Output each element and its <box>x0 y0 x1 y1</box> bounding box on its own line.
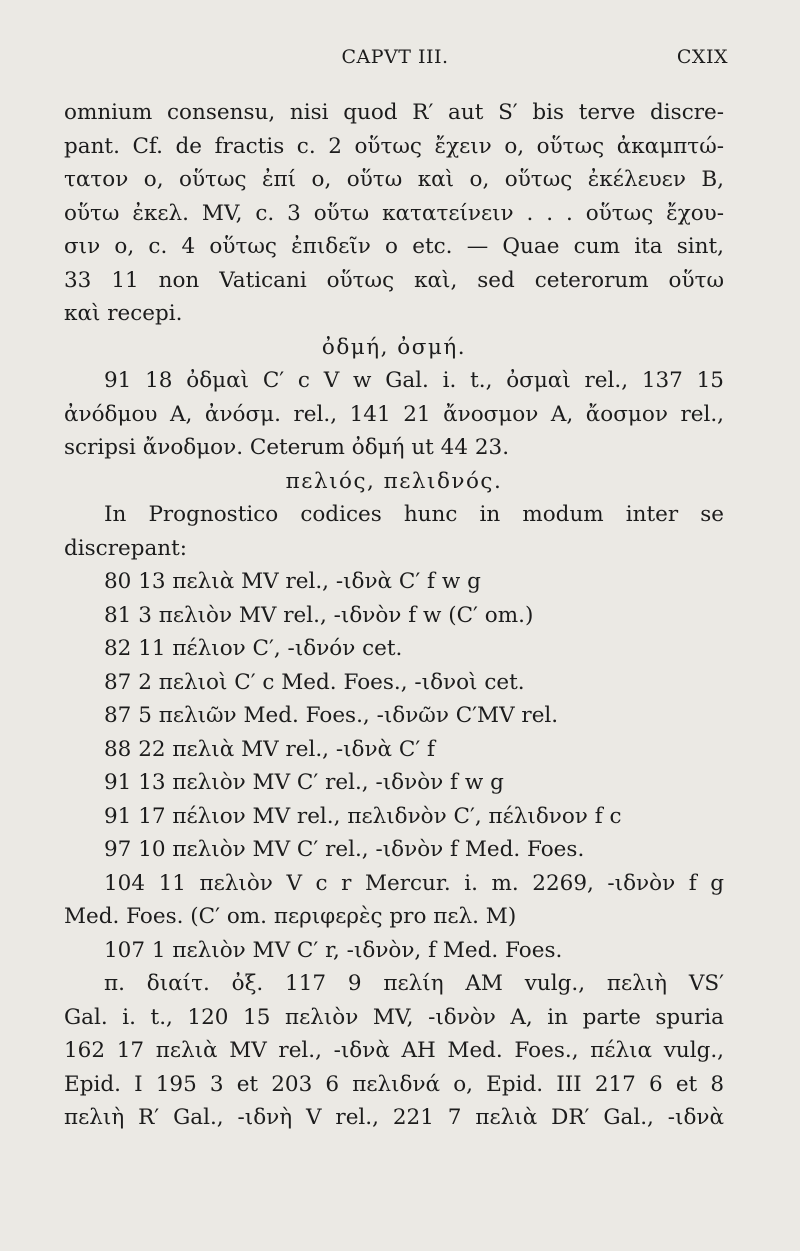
text-line: 107 1 πελιὸν MV C′ r, -ιδνὸν, f Med. Foes. <box>104 937 563 963</box>
text-line: τατον o, οὕτως ἐπί o, οὕτω καὶ o, οὕτως ἐκέλευεν B, <box>64 167 724 192</box>
text-line: scripsi ἄνοδμον. Ceterum ὀδμή ut 44 23. <box>64 435 510 460</box>
text-line: 80 13 πελιὰ MV rel., -ιδνὰ C′ f w g <box>104 569 481 594</box>
text-line: 81 3 πελιὸν MV rel., -ιδνὸν f w (C′ om.) <box>104 602 534 628</box>
text-line: omnium consensu, nisi quod R′ aut S′ bis terve discre- <box>64 100 724 125</box>
section-heading: πελιός, πελιδνός. <box>285 468 503 494</box>
text-line: 91 17 πέλιον MV rel., πελιδνὸν C′, πέλιδνον f c <box>104 803 622 829</box>
text-line: discrepant: <box>64 535 188 561</box>
text-line: 88 22 πελιὰ MV rel., -ιδνὰ C′ f <box>104 736 436 762</box>
body-text <box>64 96 724 1135</box>
text-line: 91 18 ὀδμαὶ C′ c V w Gal. i. t., ὀσμαὶ rel., 137 15 <box>104 368 724 393</box>
text-line: 87 5 πελιῶν Med. Foes., -ιδνῶν C′MV rel. <box>104 703 559 728</box>
text-line: 87 2 πελιοὶ C′ c Med. Foes., -ιδνοὶ cet. <box>104 669 525 695</box>
text-line: 82 11 πέλιον C′, -ιδνόν cet. <box>104 636 403 661</box>
text-line: Gal. i. t., 120 15 πελιὸν MV, -ιδνὸν A, in parte spuria <box>64 1004 724 1030</box>
text-line: οὕτω ἐκελ. MV, c. 3 οὕτω κατατείνειν . . . οὕτως ἔχου- <box>64 200 724 226</box>
text-line: 162 17 πελιὰ MV rel., -ιδνὰ AH Med. Foes., πέλια vulg., <box>64 1038 724 1063</box>
section-heading: ὀδμή, ὀσμή. <box>321 334 467 360</box>
text-line: 91 13 πελιὸν MV C′ rel., -ιδνὸν f w g <box>104 770 504 795</box>
text-line: Epid. I 195 3 et 203 6 πελιδνά o, Epid. III 217 6 et 8 <box>64 1071 724 1097</box>
text-line: Med. Foes. (C′ om. περιφερὲς pro πελ. M) <box>64 904 517 929</box>
text-line: πελιὴ R′ Gal., -ιδνὴ V rel., 221 7 πελιὰ DR′ Gal., -ιδνὰ <box>64 1105 724 1130</box>
text-line: 104 11 πελιὸν V c r Mercur. i. m. 2269, -ιδνὸν f g <box>104 870 724 896</box>
text-line: καὶ recepi. <box>64 301 183 326</box>
text-line: σιν o, c. 4 οὕτως ἐπιδεῖν o etc. — Quae cum ita sint, <box>64 234 724 259</box>
text-line: In Prognostico codices hunc in modum inter se <box>104 502 724 527</box>
text-line: π. διαίτ. ὀξ. 117 9 πελίη AM vulg., πελιὴ VS′ <box>104 971 724 996</box>
chapter-title: CAPVT III. <box>341 46 449 68</box>
text-line: pant. Cf. de fractis c. 2 οὕτως ἔχειν o, οὕτως ἀκαμπτώ- <box>64 133 724 159</box>
text-line: 97 10 πελιὸν MV C′ rel., -ιδνὸν f Med. Foes. <box>104 837 585 862</box>
text-line: ἀνόδμου A, ἀνόσμ. rel., 141 21 ἄνοσμον A, ἄοσμον rel., <box>64 401 724 427</box>
page-number: CXIX <box>676 46 728 68</box>
text-line: 33 11 non Vaticani οὕτως καὶ, sed ceterorum οὕτω <box>64 267 724 293</box>
running-header <box>62 46 728 74</box>
